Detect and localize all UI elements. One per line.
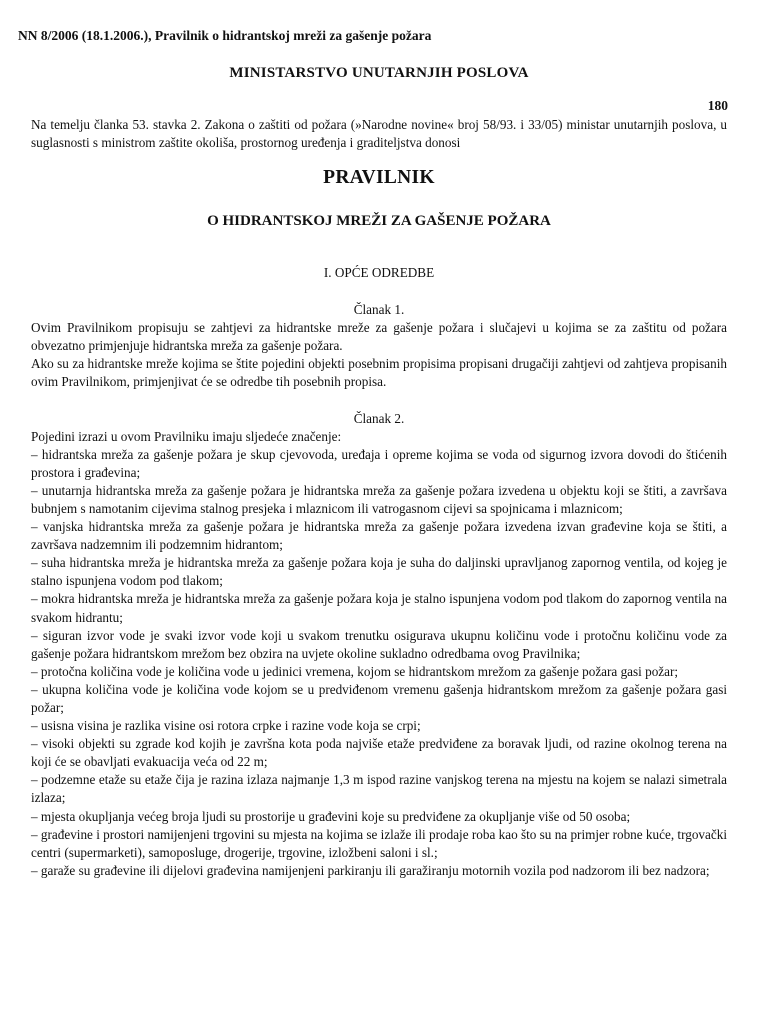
document-page bbox=[18, 27, 728, 880]
preamble-text: Na temelju članka 53. stavka 2. Zakona o zaštiti od požara (»Narodne novine« broj 58/93. i 33/05) ministar unutarnjih poslova, u suglasnosti s ministrom zaštite okoliša, prostornog uređenja i graditeljstva donosi bbox=[31, 117, 727, 151]
article-1-paragraph: Ovim Pravilnikom propisuju se zahtjevi za hidrantske mreže za gašenje požara i slučajevi u kojima se za zaštitu od požara obvezatno primjenjuje hidrantska mreža za gašenje požara. bbox=[31, 320, 727, 354]
definition-item: – visoki objekti su zgrade kod kojih je završna kota poda najviše etaže predviđene za boravak ljudi, od razine okolnog terena na koji će se obavljati evakuacija veća od 22 m; bbox=[31, 736, 727, 770]
definition-item: – usisna visina je razlika visine osi rotora crpke i razine vode koja se crpi; bbox=[31, 718, 421, 734]
article-1-body bbox=[31, 319, 727, 391]
definition-item: – garaže su građevine ili dijelovi građevina namijenjeni parkiranju ili garažiranju motornih vozila pod nadzorom ili bez nadzora; bbox=[31, 862, 710, 878]
definition-item: – podzemne etaže su etaže čija je razina izlaza najmanje 1,3 m ispod razine vanjskog terena na mjestu na kojem se nalazi simetrala izlaza; bbox=[31, 772, 727, 806]
article-1-paragraph: Ako su za hidrantske mreže kojima se štite pojedini objekti posebnim propisima propisani drugačiji zahtjevi od zahtjeva propisanih ovim Pravilnikom, primjenjivat će se odredbe tih posebnih propisa. bbox=[31, 356, 727, 390]
definition-item: – mjesta okupljanja većeg broja ljudi su prostorije u građevini koje su predviđene za okupljanje više od 50 osoba; bbox=[31, 808, 631, 824]
article-2-paragraph: Pojedini izrazi u ovom Pravilniku imaju sljedeće značenje: bbox=[31, 428, 342, 444]
definition-item: – unutarnja hidrantska mreža za gašenje požara je hidrantska mreža za gašenje požara izvedena u objektu koji se štiti, a završava bubnjem s namotanim cijevima stalnog presjeka i mlaznicom ili vatrogasnom cijevi sa spojnicama i mlaznicom; bbox=[31, 482, 727, 516]
source-reference: NN 8/2006 (18.1.2006.), Pravilnik o hidrantskoj mreži za gašenje požara bbox=[18, 28, 432, 43]
ministry-heading: MINISTARSTVO UNUTARNJIH POSLOVA bbox=[229, 65, 529, 81]
definition-item: – mokra hidrantska mreža je hidrantska mreža za gašenje požara koja je stalno ispunjena vodom pod tlakom do zapornog ventila na svakom hidrantu; bbox=[31, 591, 727, 625]
article-2-body bbox=[31, 428, 727, 880]
definition-item: – protočna količina vode je količina vode u jedinici vremena, kojom se hidrantskom mrežom za gašenje požara gasi požar; bbox=[31, 663, 679, 679]
article-2-heading: Članak 2. bbox=[353, 410, 405, 426]
definition-item: – vanjska hidrantska mreža za gašenje požara je hidrantska mreža za gašenje požara izvedena izvan građevine koja se štiti, a završava nadzemnim ili podzemnim hidrantom; bbox=[31, 519, 727, 553]
definition-item: – ukupna količina vode je količina vode kojom se u predviđenom vremenu gašenja hidrantskom mrežom za gašenje požara gasi požar; bbox=[31, 681, 727, 715]
chapter-heading: I. OPĆE ODREDBE bbox=[323, 265, 435, 281]
document-title: PRAVILNIK bbox=[323, 167, 435, 189]
document-subtitle: O HIDRANTSKOJ MREŽI ZA GAŠENJE POŽARA bbox=[207, 213, 551, 230]
article-1-heading: Članak 1. bbox=[353, 302, 405, 318]
definition-item: – hidrantska mreža za gašenje požara je skup cjevovoda, uređaja i opreme kojima se voda od sigurnog izvora dovodi do štićenih prostora i građevina; bbox=[31, 446, 727, 480]
definition-item: – građevine i prostori namijenjeni trgovini su mjesta na kojima se izlaže ili prodaje roba kao što su na primjer robne kuće, trgovački centri (supermarketi), samoposluge, drogerije, trgovine, izložbeni saloni i sl.; bbox=[31, 826, 727, 860]
document-number: 180 bbox=[707, 98, 728, 113]
definition-item: – siguran izvor vode je svaki izvor vode koji u svakom trenutku osigurava ukupnu količinu vode i protočnu količinu vode za gašenje požara hidrantskom mrežom bez obzira na uvjete okoline sukladno odredbama ovog Pravilnika; bbox=[31, 627, 727, 661]
definition-item: – suha hidrantska mreža je hidrantska mreža za gašenje požara koja je suha do daljinski upravljanog zapornog ventila, od kojeg je stalno ispunjena vodom pod tlakom; bbox=[31, 555, 727, 589]
